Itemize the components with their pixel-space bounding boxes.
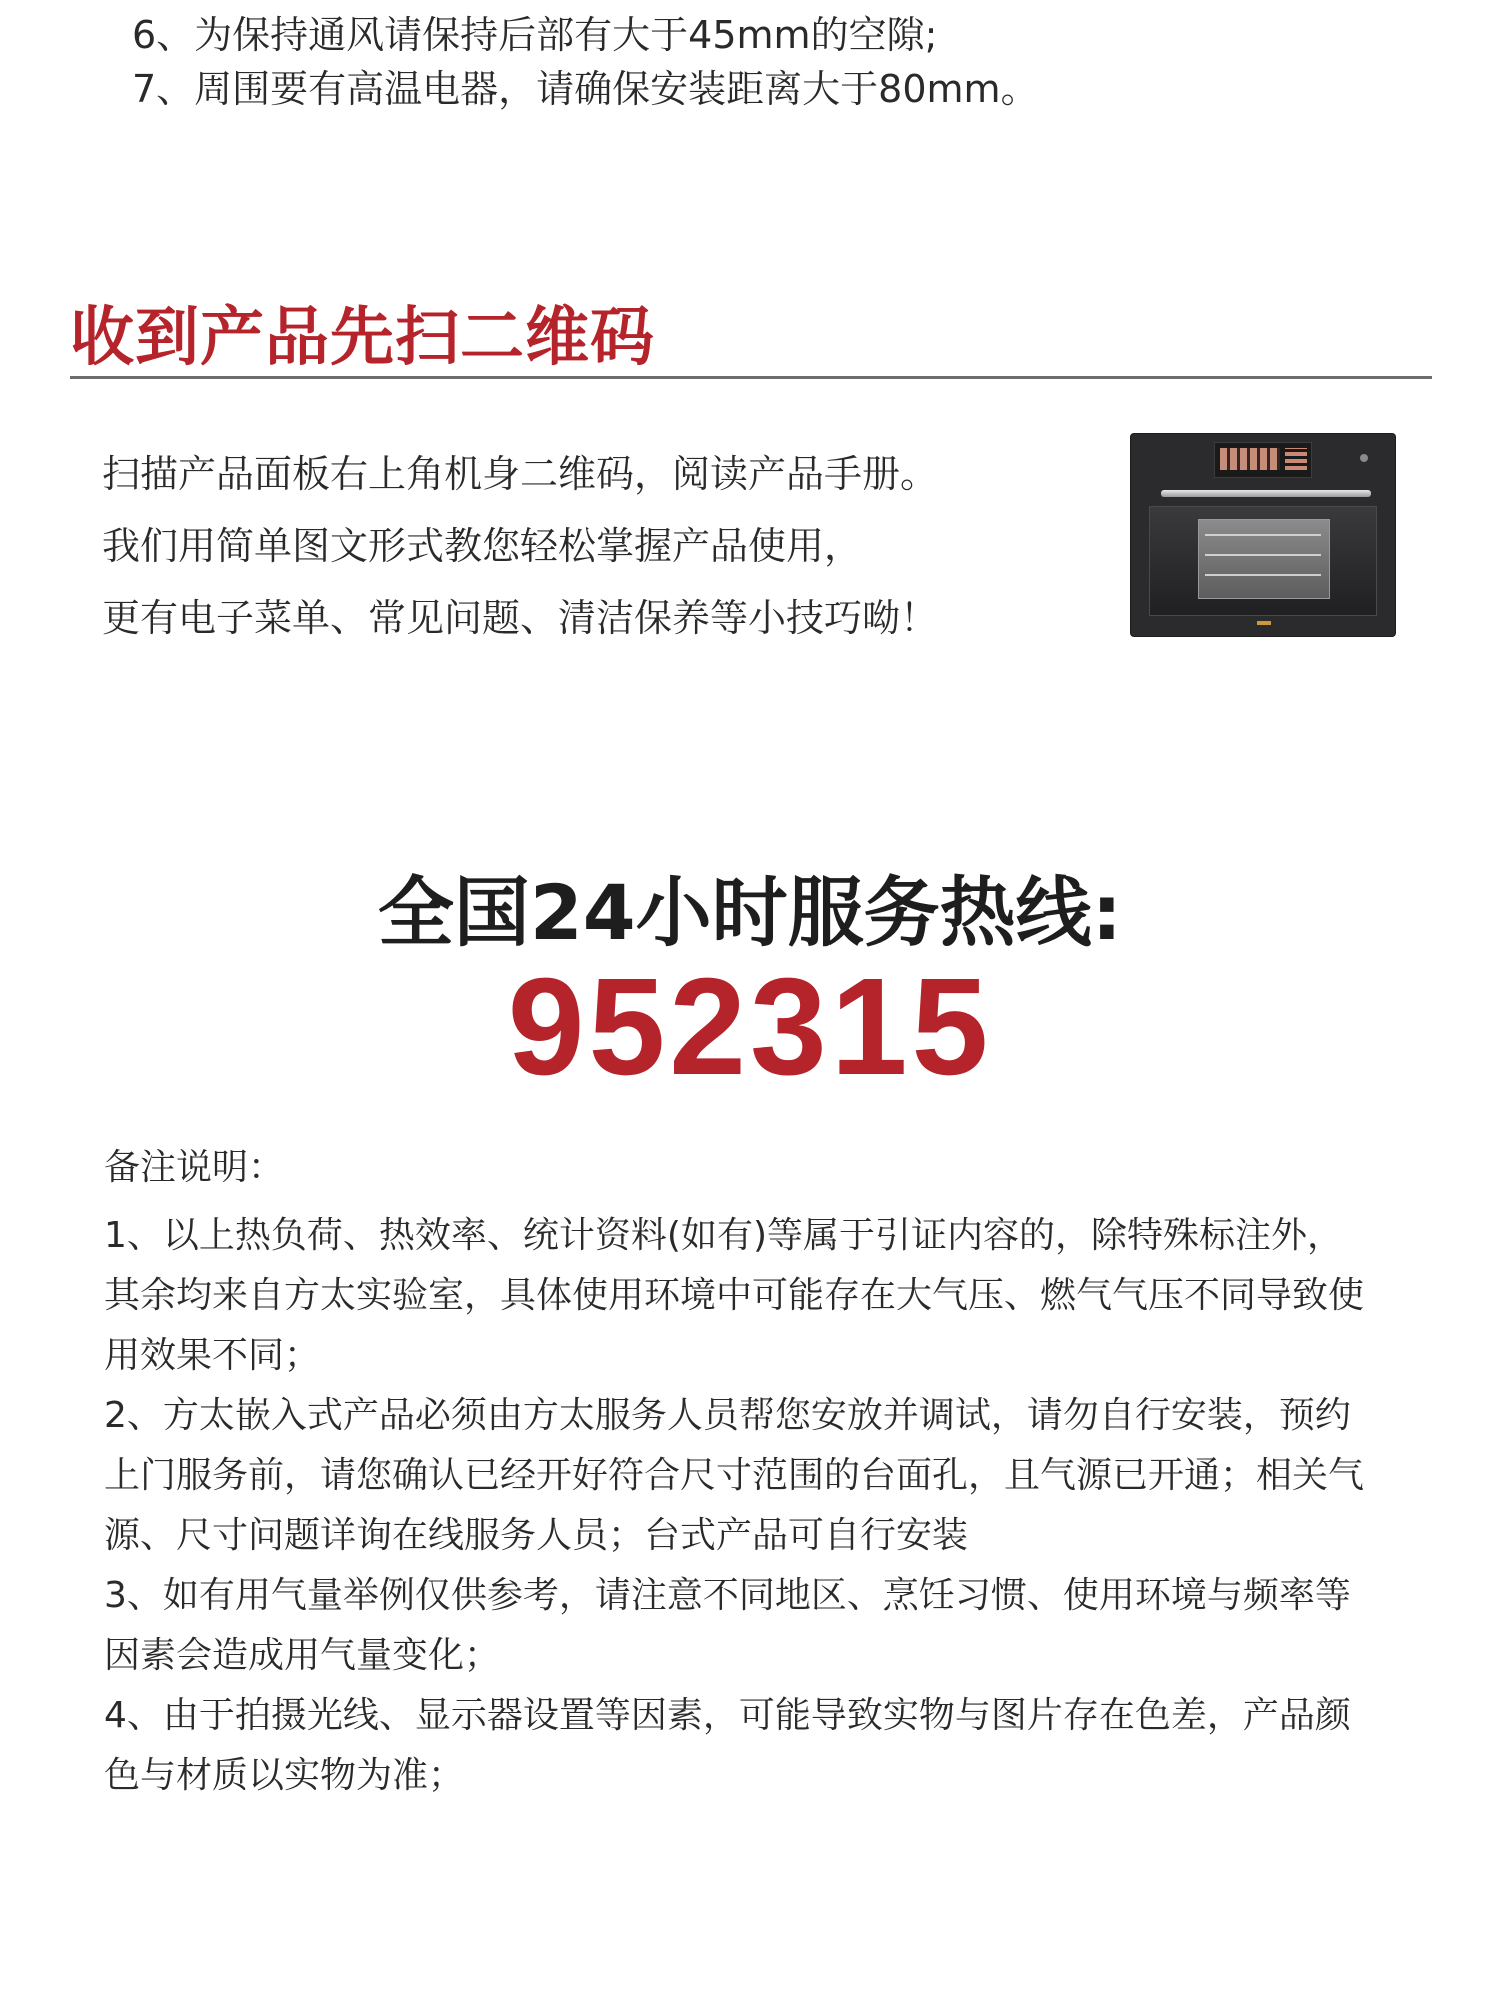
note-line: 2、方太嵌入式产品必须由方太服务人员帮您安放并调试，请勿自行安装，预约 bbox=[104, 1395, 1351, 1436]
oven-cavity bbox=[1198, 519, 1330, 599]
oven-brand-badge bbox=[1257, 621, 1271, 625]
hotline-number: 952315 bbox=[507, 950, 993, 1104]
oven-control-panel bbox=[1214, 442, 1312, 478]
scan-instructions bbox=[102, 438, 1082, 654]
oven-display bbox=[1220, 448, 1280, 470]
note-line: 1、以上热负荷、热效率、统计资料(如有)等属于引证内容的，除特殊标注外， bbox=[104, 1215, 1343, 1256]
oven-logo bbox=[1360, 454, 1368, 462]
note-line: 源、尺寸问题详询在线服务人员；台式产品可自行安装 bbox=[104, 1515, 969, 1556]
oven-product-image bbox=[1131, 434, 1395, 636]
oven-door-window bbox=[1149, 506, 1377, 616]
oven-rack bbox=[1205, 574, 1321, 576]
installation-requirements-list bbox=[132, 8, 1332, 116]
note-line: 用效果不同； bbox=[104, 1335, 321, 1376]
note-line: 因素会造成用气量变化； bbox=[104, 1635, 501, 1676]
oven-door-handle bbox=[1161, 490, 1371, 497]
note-line: 4、由于拍摄光线、显示器设置等因素，可能导致实物与图片存在色差，产品颜 bbox=[104, 1695, 1351, 1736]
scan-line: 我们用简单图文形式教您轻松掌握产品使用， bbox=[102, 524, 863, 568]
scan-section-title: 收到产品先扫二维码 bbox=[70, 301, 655, 375]
note-line: 其余均来自方太实验室，具体使用环境中可能存在大气压、燃气气压不同导致使 bbox=[104, 1275, 1365, 1316]
note-line: 色与材质以实物为准； bbox=[104, 1755, 465, 1796]
hotline-label: 全国24小时服务热线: bbox=[377, 868, 1123, 957]
oven-rack bbox=[1205, 554, 1321, 556]
scan-line: 扫描产品面板右上角机身二维码，阅读产品手册。 bbox=[102, 452, 939, 496]
notes-title: 备注说明： bbox=[104, 1147, 285, 1188]
install-item-heat-distance: 7、周围要有高温电器，请确保安装距离大于80mm。 bbox=[132, 67, 1039, 111]
scan-line: 更有电子菜单、常见问题、清洁保养等小技巧呦！ bbox=[102, 596, 939, 640]
note-line: 上门服务前，请您确认已经开好符合尺寸范围的台面孔，且气源已开通；相关气 bbox=[104, 1455, 1365, 1496]
notes-section bbox=[104, 1138, 1424, 1806]
note-line: 3、如有用气量举例仅供参考，请注意不同地区、烹饪习惯、使用环境与频率等 bbox=[104, 1575, 1351, 1616]
install-item-ventilation: 6、为保持通风请保持后部有大于45mm的空隙; bbox=[132, 13, 938, 57]
oven-keypad bbox=[1285, 448, 1307, 470]
section-divider bbox=[70, 376, 1432, 379]
oven-rack bbox=[1205, 534, 1321, 536]
